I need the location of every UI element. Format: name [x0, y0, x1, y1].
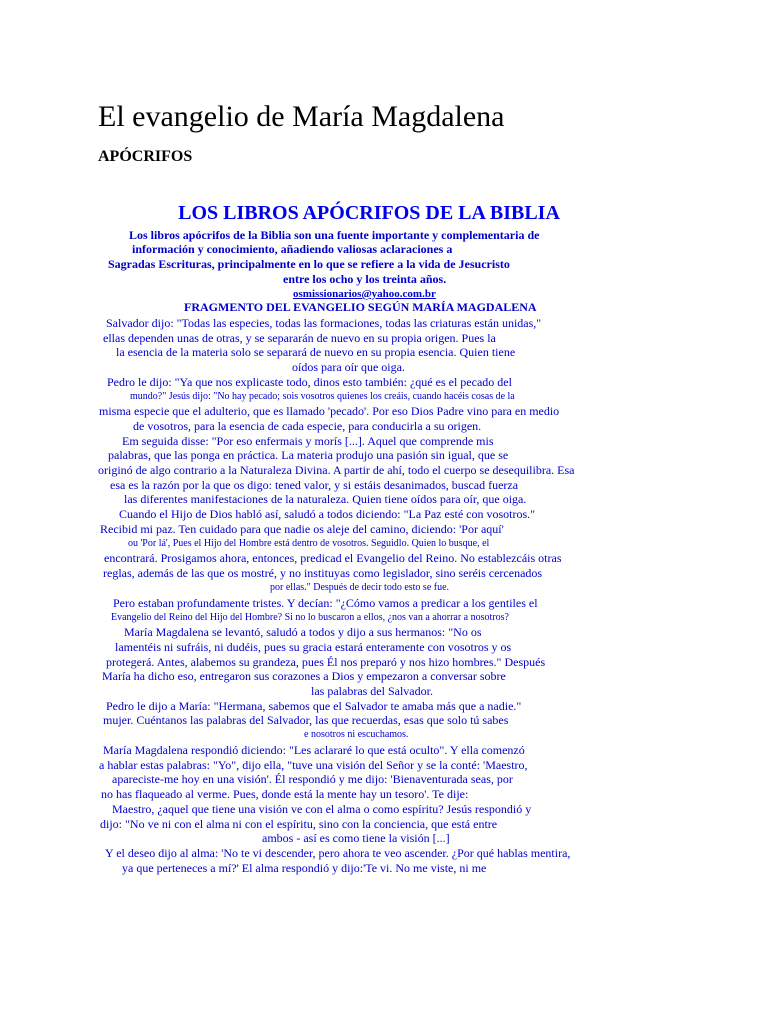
text-line: encontrará. Prosigamos ahora, entonces, predicad el Evangelio del Reino. No establezcáis otras — [104, 551, 562, 565]
text-line: Pedro le dijo: "Ya que nos explicaste todo, dinos esto también: ¿qué es el pecado del — [107, 375, 512, 389]
text-line: esa es la razón por la que os digo: tened valor, y si estáis desanimados, buscad fuerza — [110, 478, 519, 492]
text-line: mujer. Cuéntanos las palabras del Salvador, las que recuerdas, esas que solo tú sabes — [103, 713, 509, 727]
document-title: El evangelio de María Magdalena — [98, 100, 505, 133]
text-line: Salvador dijo: "Todas las especies, todas las formaciones, todas las criaturas están unidas," — [106, 316, 542, 330]
text-line: de vosotros, para la esencia de cada especie, para conducirla a su origen. — [133, 419, 482, 433]
text-line: Maestro, ¿aquel que tiene una visión ve con el alma o como espíritu? Jesús respondió y — [112, 802, 532, 816]
intro-line: Sagradas Escrituras, principalmente en lo que se refiere a la vida de Jesucristo — [108, 257, 510, 271]
text-line: apareciste-me hoy en una visión'. Él respondió y me dijo: 'Bienaventurada seas, por — [112, 772, 513, 786]
text-line: María Magdalena respondió diciendo: "Les aclararé lo que está oculto". Y ella comenzó — [103, 743, 525, 757]
text-line: Pedro le dijo a María: "Hermana, sabemos que el Salvador te amaba más que a nadie." — [106, 699, 522, 713]
intro-line: entre los ocho y los treinta años. — [283, 272, 447, 286]
text-line: dijo: "No ve ni con el alma ni con el espíritu, sino con la conciencia, que está entre — [100, 817, 498, 831]
text-line: reglas, además de las que os mostré, y no instituyas como legislador, sino seréis cercenados — [103, 566, 543, 580]
text-line: la esencia de la materia solo se separará de nuevo en su propia esencia. Quien tiene — [116, 345, 516, 359]
intro-line: Los libros apócrifos de la Biblia son una fuente importante y complementaria de — [129, 228, 540, 242]
text-line: protegerá. Antes, alabemos su grandeza, pues Él nos preparó y nos hizo hombres." Después — [106, 655, 546, 669]
text-line: Y el deseo dijo al alma: 'No te vi descender, pero ahora te veo ascender. ¿Por qué hablas mentira, — [105, 846, 571, 860]
text-line: ya que perteneces a mí?' El alma respondió y dijo:'Te vi. No me viste, ni me — [122, 861, 487, 875]
text-line: Evangelio del Reino del Hijo del Hombre? Si no lo buscaron a ellos, ¿nos van a ahorrar a nosotros? — [111, 612, 509, 623]
text-line: las palabras del Salvador. — [311, 684, 433, 698]
text-line: Pero estaban profundamente tristes. Y decían: "¿Cómo vamos a predicar a los gentiles el — [113, 596, 538, 610]
text-line: ellas dependen unas de otras, y se separarán de nuevo en su propia origen. Pues la — [103, 331, 496, 345]
text-line: Cuando el Hijo de Dios habló así, saludó a todos diciendo: "La Paz esté con vosotros." — [119, 507, 536, 521]
intro-line: información y conocimiento, añadiendo valiosas aclaraciones a — [132, 242, 453, 256]
text-line: ou 'Por lá', Pues el Hijo del Hombre está dentro de vosotros. Seguidlo. Quien lo busque, el — [128, 538, 490, 549]
text-line: las diferentes manifestaciones de la naturaleza. Quien tiene oídos para oír, que oiga. — [124, 492, 527, 506]
text-line: a hablar estas palabras: "Yo", dijo ella, "tuve una visión del Señor y se la conté: 'Maestro, — [99, 758, 528, 772]
document-subtitle: APÓCRIFOS — [98, 148, 193, 165]
email-link[interactable]: osmissionarios@yahoo.com.br — [293, 288, 436, 300]
text-line: palabras, que las ponga en práctica. La materia produjo una pasión sin igual, que se — [108, 448, 509, 462]
text-line: misma especie que el adulterio, que es llamado 'pecado'. Por eso Dios Padre vino para en medio — [99, 404, 560, 418]
text-line: Em seguida disse: "Por eso enfermais y morís [...]. Aquel que comprende mis — [122, 434, 494, 448]
text-line: ambos - así es como tiene la visión [...] — [262, 831, 450, 845]
fragment-heading: FRAGMENTO DEL EVANGELIO SEGÚN MARÍA MAGDALENA — [184, 300, 537, 314]
text-line: e nosotros ni escuchamos. — [304, 729, 409, 740]
text-line: mundo?" Jesús dijo: "No hay pecado; sois vosotros quienes los creáis, cuando hacéis cosas de la — [130, 391, 515, 402]
text-line: originó de algo contrario a la Naturaleza Divina. A partir de ahí, todo el cuerpo se desequilibra. Esa — [98, 463, 575, 477]
text-line: por ellas." Después de decir todo esto se fue. — [270, 582, 450, 593]
text-line: lamentéis ni sufráis, ni dudéis, pues su gracia estará enteramente con vosotros y os — [115, 640, 512, 654]
text-line: oídos para oír que oiga. — [292, 360, 405, 374]
text-line: María Magdalena se levantó, saludó a todos y dijo a sus hermanos: "No os — [124, 625, 482, 639]
section-heading: LOS LIBROS APÓCRIFOS DE LA BIBLIA — [178, 202, 560, 224]
text-line: Recibid mi paz. Ten cuidado para que nadie os aleje del camino, diciendo: 'Por aquí' — [100, 522, 504, 536]
text-line: no has flaqueado al verme. Pues, donde está la mente hay un tesoro'. Te dije: — [101, 787, 469, 801]
text-line: María ha dicho eso, entregaron sus corazones a Dios y empezaron a conversar sobre — [102, 669, 506, 683]
